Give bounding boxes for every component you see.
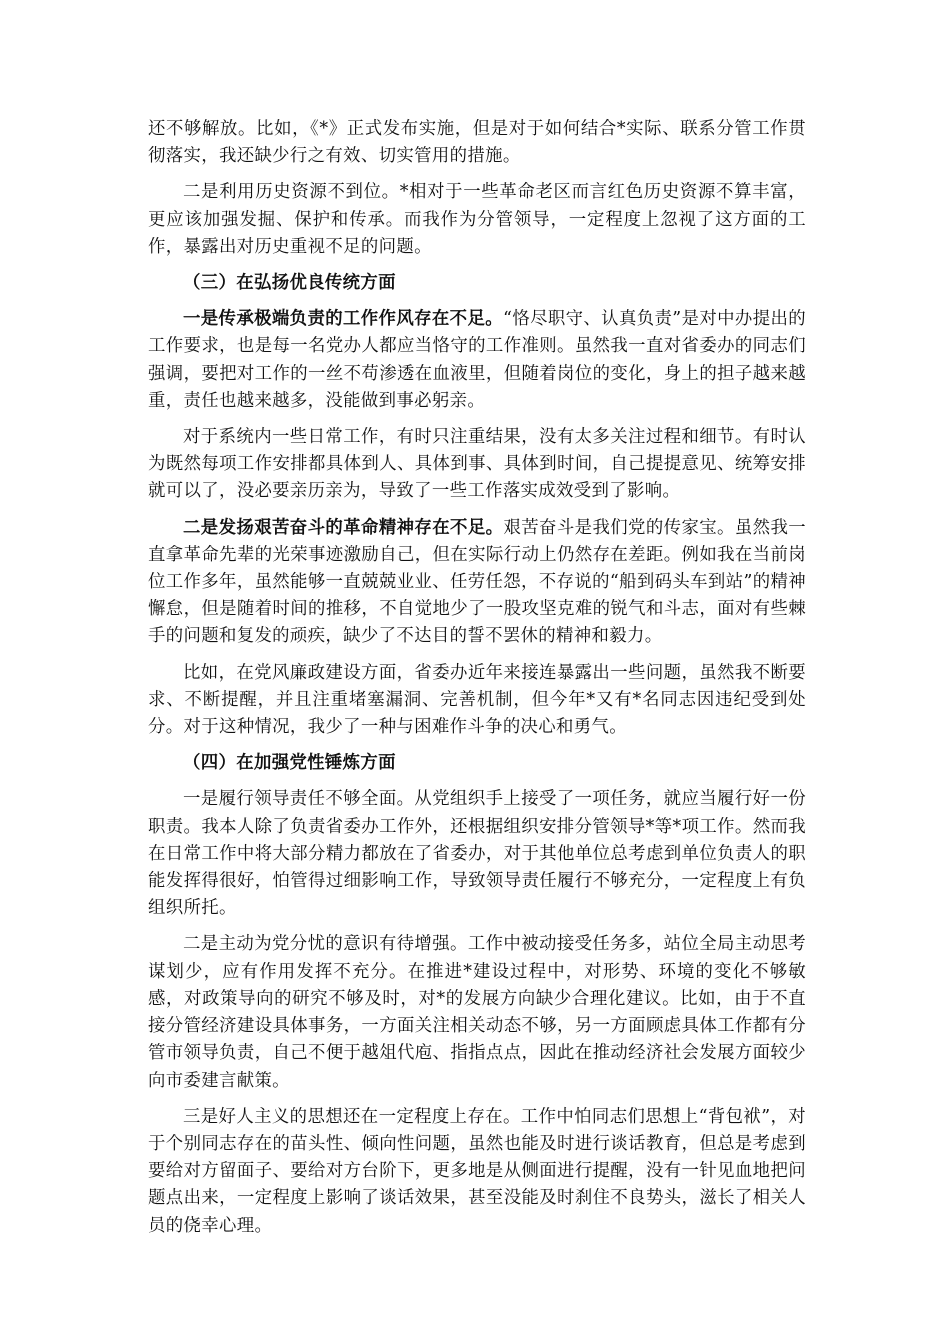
paragraph-body-text: 艰苦奋斗是我们党的传家宝。虽然我一直拿革命先辈的光荣事迹激励自己，但在实际行动上仍然存在差距。例如我在当前岗位工作多年，虽然能够一直兢兢业业、任劳任怨，不存说的“船到码头车到站”的精神懈怠，但是随着时间的推移，不自觉地少了一股攻坚克难的锐气和斗志，面对有些棘手的问题和复发的顽疾，缺少了不达目的誓不罢休的精神和毅力。: [148, 517, 807, 647]
paragraph-history-resources: 二是利用历史资源不到位。*相对于一些革命老区而言红色历史资源不算丰富，更应该加强发掘、保护和传承。而我作为分管领导，一定程度上忽视了这方面的工作，暴露出对历史重视不足的问题。: [148, 182, 806, 257]
paragraph-integrity-example: 比如，在党风廉政建设方面，省委办近年来接连暴露出一些问题，虽然我不断要求、不断提醒，并且注重堵塞漏洞、完善机制，但今年*又有*名同志因违纪受到处分。对于这种情况，我少了一种与困难作斗争的决心和勇气。: [148, 662, 806, 738]
document-body: [148, 116, 806, 1249]
paragraph-hard-work-spirit: [148, 515, 806, 651]
section-heading-four: （四）在加强党性锤炼方面: [183, 753, 396, 774]
paragraph-lead-text: 二是发扬艰苦奋斗的革命精神存在不足。: [183, 517, 504, 538]
paragraph-body-text: “恪尽职守、认真负责”是对中办提出的工作要求，也是每一名党办人都应当恪守的工作准则。虽然我一直对省委办的同志们强调，要把对工作的一丝不苟渗透在血液里，但随着岗位的变化，身上的担子越来越重，责任也越来越多，没能做到事必躬亲。: [148, 309, 806, 411]
paragraph-initiative: 二是主动为党分忧的意识有待增强。工作中被动接受任务多，站位全局主动思考谋划少，应有作用发挥不充分。在推进*建设过程中，对形势、环境的变化不够敏感，对政策导向的研究不够及时，对*的发展方向缺少合理化建议。比如，由于不直接分管经济建设具体事务，一方面关注相关动态不够，另一方面顾虑具体工作都有分管市领导负责，自己不便于越俎代庖、指指点点，因此在推动经济社会发展方面较少向市委建言献策。: [148, 934, 806, 1091]
paragraph-good-person-mentality: 三是好人主义的思想还在一定程度上存在。工作中怕同志们思想上“背包袱”，对于个别同志存在的苗头性、倾向性问题，虽然也能及时进行谈话教育，但总是考虑到要给对方留面子、要给对方台阶下，更多地是从侧面进行提醒，没有一针见血地把问题点出来，一定程度上影响了谈话效果，甚至没能及时刹住不良势头，滋长了相关人员的侥幸心理。: [148, 1106, 806, 1236]
paragraph-work-style: [148, 306, 806, 415]
paragraph-leadership-duty: 一是履行领导责任不够全面。从党组织手上接受了一项任务，就应当履行好一份职责。我本人除了负责省委办工作外，还根据组织安排分管领导*等*项工作。然而我在日常工作中将大部分精力都放在了省委办，对于其他单位总考虑到单位负责人的职能发挥得很好，怕管得过细影响工作，导致领导责任履行不够充分，一定程度上有负组织所托。: [148, 789, 806, 919]
paragraph-continued: 还不够解放。比如，《*》正式发布实施，但是对于如何结合*实际、联系分管工作贯彻落实，我还缺少行之有效、切实管用的措施。: [148, 119, 806, 167]
paragraph-lead-text: 一是传承极端负责的工作作风存在不足。: [183, 309, 504, 330]
section-heading-three: （三）在弘扬优良传统方面: [183, 273, 396, 294]
paragraph-daily-work: 对于系统内一些日常工作，有时只注重结果，没有太多关注过程和细节。有时认为既然每项工作安排都具体到人、具体到事、具体到时间，自己提提意见、统筹安排就可以了，没必要亲历亲为，导致了一些工作落实成效受到了影响。: [148, 427, 806, 502]
